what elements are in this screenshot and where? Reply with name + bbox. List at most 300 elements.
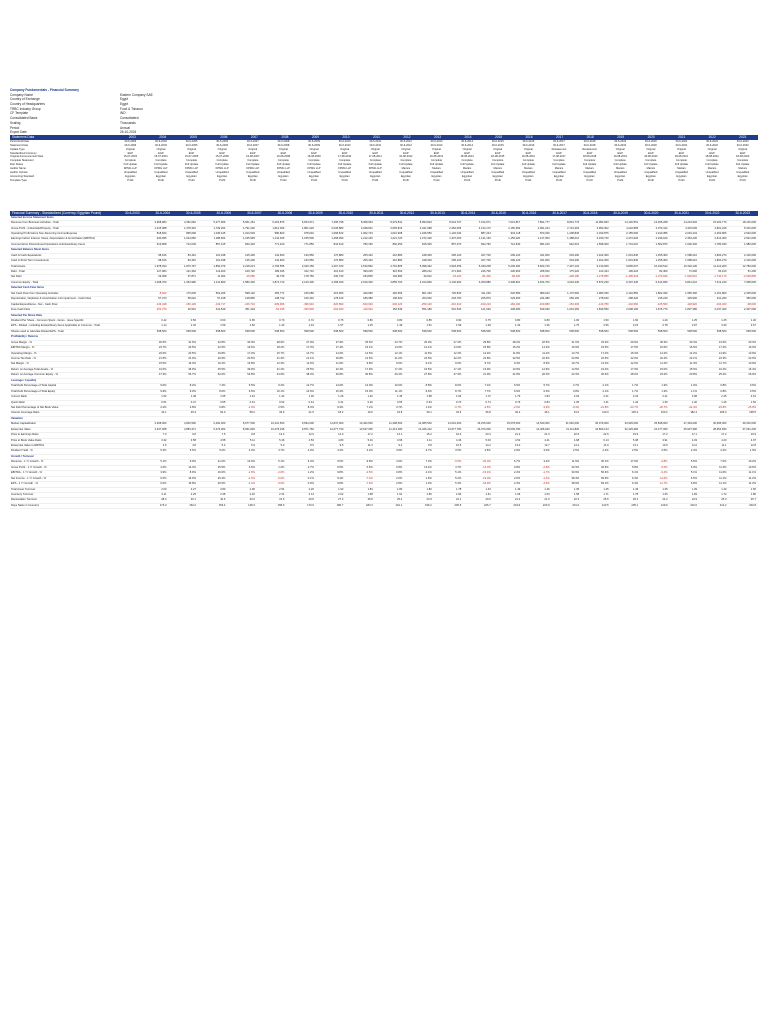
data-cell: 11.1% [719, 476, 727, 480]
data-cell: 9.8 [251, 433, 255, 437]
data-cell: 10.0% [394, 384, 403, 388]
data-cell: 327,700 [480, 259, 491, 263]
period-date-cell: 30-6-2008 [277, 210, 293, 215]
period-cell: 30-6-2014 [461, 139, 474, 143]
data-cell: 31.0% [158, 367, 167, 371]
data-cell: 1.25 [691, 318, 698, 322]
data-cell: 101,338 [215, 259, 226, 263]
data-cell: 21.3 [544, 433, 550, 437]
data-cell: 205,440 [363, 253, 373, 257]
data-cell: 1.82 [456, 492, 462, 496]
period-date-cell: 30-6-2014 [460, 210, 476, 215]
data-cell: 6.0% [160, 482, 167, 486]
data-cell: 29.8% [483, 340, 491, 344]
data-cell: 438,480 [510, 308, 521, 312]
data-cell: 22.3% [718, 357, 727, 361]
data-cell: 17.0% [600, 351, 609, 355]
data-cell: 19.6% [247, 346, 255, 350]
data-cell: 4.21 [544, 438, 550, 442]
data-cell: 1.86 [426, 492, 432, 496]
data-cell: 1.61 [249, 395, 255, 399]
row-cells [139, 314, 758, 318]
data-cell: 13.4% [188, 465, 196, 469]
data-cell: 6.7% [514, 460, 521, 464]
data-cell: 190,520 [392, 297, 403, 301]
data-cell: 25.3 [721, 498, 727, 502]
data-cell: 1.44 [279, 395, 285, 399]
data-cell: 175,220 [569, 270, 580, 274]
data-cell: 1,978,334 [154, 264, 167, 268]
period-cell: Original [248, 147, 258, 151]
row-cells [139, 477, 758, 481]
data-cell: -1,495,618 [625, 275, 639, 279]
data-cell: 5.2% [455, 476, 462, 480]
period-cell: EGP [311, 151, 317, 155]
period-cell: Unqualified [644, 171, 658, 174]
data-cell: 25.2% [718, 373, 727, 377]
data-cell: 1,602,340 [685, 242, 698, 246]
fiscal-year-cell: 2012 [403, 134, 411, 139]
data-cell: 21.5% [158, 357, 167, 361]
data-cell: 5.6% [690, 460, 698, 464]
metadata-label: Company Name [10, 92, 34, 97]
data-cell: 5.46 [279, 438, 285, 442]
period-cell: Egyptian [523, 174, 534, 178]
data-cell: 4,308,000 [154, 422, 167, 426]
period-cell: Egyptian [707, 174, 718, 178]
data-cell: 538,500 [510, 329, 521, 333]
row-label: Net Margin - % [11, 362, 29, 366]
row-cells [139, 455, 758, 459]
data-cell: 3.5% [455, 449, 462, 453]
row-label: EPS - 1 Yr Growth - % [11, 482, 38, 486]
period-cell: 30-6-2003 [124, 139, 137, 143]
period-cell: 30-6-2016 [522, 143, 535, 147]
period-cell: Complete [553, 159, 565, 163]
row-cells [139, 373, 758, 377]
data-cell: 24.1 [456, 498, 462, 502]
data-cell: -7.4% [365, 476, 373, 480]
period-cell: Unqualified [307, 171, 321, 174]
period-cell: Full Update [429, 163, 444, 167]
data-cell: 9.4% [337, 476, 344, 480]
data-cell: 9.1% [425, 362, 432, 366]
data-cell: 13.4% [424, 465, 432, 469]
period-cell: 17-08-2010 [337, 155, 352, 159]
data-cell: 1,155,500 [301, 237, 314, 241]
data-cell: 14.2 [573, 444, 580, 448]
data-cell: 38.4% [571, 476, 580, 480]
data-cell: 16.0% [217, 471, 226, 475]
period-date-cell: 30-6-2009 [308, 210, 323, 215]
data-cell: 27.3 [338, 498, 344, 502]
data-cell: 26.5% [542, 340, 550, 344]
period-cell: Full Update [552, 163, 566, 167]
data-cell: 341,600 [539, 259, 550, 263]
data-cell: 21.0% [217, 460, 226, 464]
data-cell: 226.7 [483, 503, 491, 507]
period-cell: Unqualified [736, 171, 750, 174]
data-cell: 4.68 [573, 438, 580, 442]
period-cell: Egyptian [645, 174, 656, 178]
row-label: Inventory Turnover [11, 492, 34, 496]
period-cell: EGP [188, 151, 195, 155]
data-cell: 2,151,800 [714, 291, 727, 295]
data-cell: 2,033,876 [596, 231, 609, 235]
data-cell: 21.4 [514, 498, 521, 502]
data-cell: 180.7 [336, 503, 344, 507]
row-label: Capital Expenditures - Net - Cash Flow [11, 302, 58, 306]
data-cell: 29.8 [308, 498, 314, 502]
period-cell: Mazars [585, 167, 594, 171]
data-cell: 9.5% [337, 460, 344, 464]
data-cell: -68,220 [511, 275, 521, 279]
row-label: Earnings before Interest, Taxes, Depreciation & Amortization (EBITDA) [11, 237, 96, 241]
fiscal-year-cell: 2003 [128, 134, 136, 139]
data-cell: 712,530 [510, 242, 521, 246]
period-cell: KPMG LLP [154, 167, 168, 171]
data-cell: 1,598,210 [685, 259, 698, 263]
data-cell: 694,760 [480, 242, 491, 246]
period-cell: EGP [648, 151, 654, 155]
data-cell: 1.69 [691, 492, 698, 496]
data-cell: 8.7% [455, 389, 462, 393]
data-cell: 23.3% [571, 373, 580, 377]
data-cell: 1,298,700 [154, 280, 167, 284]
data-cell: 3,968,984 [154, 221, 167, 225]
data-cell: 311,230 [481, 291, 491, 295]
row-cells [139, 265, 758, 269]
period-cell: 30-6-2021 [675, 143, 688, 147]
data-cell: 0.8% [720, 389, 727, 393]
data-cell: 248,300 [422, 253, 432, 257]
data-cell: 213.5 [601, 503, 609, 507]
data-cell: 202.8 [749, 503, 756, 507]
data-cell: 2.20 [308, 487, 314, 491]
data-cell: 4.53 [308, 438, 314, 442]
row-cells [139, 352, 758, 356]
period-cell: 30-6-2015 [491, 139, 504, 143]
row-cells [139, 439, 758, 443]
row-label: EBITDA - 1 Yr Growth - % [11, 471, 43, 475]
data-cell: 244,380 [539, 297, 550, 301]
data-cell: 2.14 [308, 492, 314, 496]
data-cell: 13.0 [514, 444, 521, 448]
data-cell: 28.0% [630, 373, 639, 377]
data-cell: 30.1 [426, 411, 432, 415]
data-cell: 16.3% [335, 389, 344, 393]
data-cell: 1.49 [397, 324, 403, 328]
period-cell: 16-08-2013 [429, 155, 444, 159]
data-cell: -23,220 [452, 275, 462, 279]
data-cell: 1,800,270 [714, 259, 727, 263]
data-cell: 0.44 [308, 400, 314, 404]
data-cell: 341,260 [716, 297, 727, 301]
period-cell: Original [125, 147, 135, 151]
data-cell: 17.0% [247, 351, 255, 355]
data-cell: 30.6% [600, 373, 609, 377]
row-cells [139, 286, 758, 290]
data-cell: 3.96 [397, 438, 403, 442]
period-cell: Full Update [399, 163, 413, 167]
data-cell: 170,880 [333, 259, 344, 263]
fiscal-year-cell: 2013 [433, 134, 442, 139]
data-cell: 23.3 [485, 433, 491, 437]
data-cell: 184,805 [363, 275, 373, 279]
data-cell: 2,354,230 [685, 237, 698, 241]
row-cells [139, 259, 758, 263]
data-cell: 6.0% [543, 389, 550, 393]
data-cell: 16.6% [689, 346, 698, 350]
data-cell: 14.1 [397, 433, 403, 437]
row-label: Net Income - 1 Yr Growth - % [11, 476, 47, 480]
period-cell: Full Update [491, 163, 505, 167]
data-cell: 5,049,208 [478, 264, 491, 268]
data-cell: 1.7% [631, 389, 639, 393]
data-cell: 7,631,817 [508, 221, 521, 225]
data-cell: 11.1 [721, 444, 727, 448]
data-cell: 5.1% [278, 460, 285, 464]
row-cells [139, 292, 758, 296]
row-label: Return on Average Total Assets - % [11, 367, 54, 371]
data-cell: 32.6 [220, 498, 226, 502]
period-cell: Complete [277, 159, 289, 163]
period-cell: Full Update [307, 163, 321, 167]
data-cell: -133,080 [539, 275, 550, 279]
data-cell: 2,150,393 [508, 226, 521, 230]
period-cell: 30-6-2008 [277, 143, 290, 147]
data-cell: 9.8% [337, 471, 344, 475]
data-cell: 11.0 [692, 444, 698, 448]
data-cell: 1,601,840 [626, 259, 639, 263]
period-cell: Original [738, 147, 748, 151]
data-cell: 2,134,172 [478, 226, 491, 230]
data-cell: 15.0% [365, 389, 373, 393]
data-cell: 7.7% [484, 389, 491, 393]
data-cell: 2,239,100 [655, 237, 668, 241]
row-label: Price to Earnings Ratio [11, 433, 39, 437]
data-cell: -150,129 [185, 302, 196, 306]
data-cell: 148.4 [248, 503, 255, 507]
data-cell: 0.6% [749, 389, 756, 393]
data-cell: 18.2% [276, 346, 285, 350]
data-cell: 17.2 [367, 433, 373, 437]
data-cell: 3.8% [573, 389, 580, 393]
data-cell: 2.90 [249, 487, 255, 491]
data-cell: -160,980 [539, 302, 550, 306]
data-cell: 12.6% [542, 367, 550, 371]
row-cells [139, 341, 758, 345]
data-cell: 25.4 [397, 498, 403, 502]
data-cell: 278,640 [598, 297, 609, 301]
data-cell: 2.9% [514, 449, 521, 453]
period-cell: EGP [127, 151, 134, 155]
period-cell: EGP [372, 151, 378, 155]
period-cell: 30-6-2010 [338, 143, 351, 147]
data-cell: 295,120 [451, 253, 462, 257]
data-cell: 538,500 [598, 329, 609, 333]
period-cell: Complete [584, 159, 596, 163]
row-label: Quick Ratio [11, 400, 25, 404]
data-cell: 4.6% [160, 465, 167, 469]
data-cell: 2.46 [249, 492, 255, 496]
data-cell: 2,065,816 [390, 226, 403, 230]
data-cell: 29.3% [748, 340, 756, 344]
data-cell: 26.4 [632, 498, 639, 502]
data-cell: 15,009,780 [506, 427, 521, 431]
period-date-cell: 30-6-2020 [643, 210, 659, 215]
row-label: Operating Profit before Non-Recurring Income/Expense [11, 231, 78, 235]
data-cell: 203,920 [422, 297, 432, 301]
data-cell: 11,062 [217, 275, 226, 279]
period-cell: Complete [645, 159, 657, 163]
row-label: Net Debt Percentage of Net Book Value [11, 405, 59, 409]
data-cell: 15.3% [630, 351, 639, 355]
data-cell: 0.8% [514, 465, 521, 469]
period-cell: Profit [647, 178, 654, 182]
data-cell: 3.67 [750, 324, 756, 328]
period-cell: 16-08-2012 [399, 155, 413, 159]
data-cell: 1.32 [190, 324, 196, 328]
data-cell: 24,477,060 [654, 427, 668, 431]
metadata-value: Thousands [120, 120, 136, 125]
period-cell: 30-6-2014 [461, 143, 474, 147]
data-cell: 24.9 [691, 498, 698, 502]
data-cell: 158.0 [277, 503, 285, 507]
row-cells [139, 232, 758, 236]
data-cell: -7.6% [365, 482, 373, 486]
period-date-cell: 30-6-2004 [155, 210, 171, 215]
period-cell: 30-6-2019 [614, 143, 627, 147]
data-cell: 1,137,000 [537, 237, 550, 241]
period-date-cell: 30-6-2013 [430, 210, 445, 215]
period-cell: KPMG LLP [185, 167, 199, 171]
period-cell: Mazars [524, 167, 533, 171]
data-cell: 19.9 [750, 433, 756, 437]
data-cell: 1.50 [603, 318, 609, 322]
row-cells [139, 254, 758, 258]
data-cell: 3.7% [396, 405, 403, 409]
period-date-cell: 30-6-2005 [186, 210, 201, 215]
data-cell: 7,891,777 [537, 221, 550, 225]
data-cell: 3,990,302 [596, 226, 609, 230]
data-cell: 25,937,390 [683, 427, 698, 431]
data-cell: -152,370 [155, 308, 167, 312]
fiscal-year-cell: 2016 [525, 134, 533, 139]
row-label: Cash & Short Term Investments [11, 259, 49, 263]
data-cell: 0.6% [366, 465, 373, 469]
data-cell: 4.7% [455, 465, 462, 469]
data-cell: 31.4% [276, 367, 285, 371]
data-cell: 215,950 [333, 291, 344, 295]
period-cell: 15-07-2005 [184, 155, 199, 159]
period-cell: 30-6-2011 [369, 143, 382, 147]
data-cell: 1.58 [426, 395, 432, 399]
row-label: Revenue - 1 Yr Growth - % [11, 460, 44, 464]
data-cell: -25.9% [747, 405, 756, 409]
data-cell: -246,716 [244, 302, 255, 306]
row-label: Total Debt Percentage of Total Equity [11, 389, 56, 393]
data-cell: -1.9% [247, 471, 255, 475]
data-cell: 106,222 [628, 270, 639, 274]
data-cell: 1.1% [690, 389, 698, 393]
data-cell: 9,871,760 [301, 427, 314, 431]
data-cell: 1.45 [397, 395, 403, 399]
data-cell: 8.5 [310, 444, 314, 448]
data-cell: 83,491 [187, 253, 196, 257]
row-label: Total Asset Turnover [11, 487, 36, 491]
data-cell: 712,040 [186, 242, 196, 246]
data-cell: 208,520 [539, 270, 550, 274]
period-row-label: Period End Date [10, 139, 30, 143]
period-date-cell: 30-6-2015 [491, 210, 506, 215]
period-cell: 30-6-2022 [706, 143, 718, 147]
data-cell: 1.43 [279, 324, 285, 328]
data-cell: 19.2% [748, 460, 756, 464]
data-cell: 1,378,316 [183, 226, 196, 230]
data-cell: 356,000 [746, 297, 756, 301]
data-cell: 21,111,820 [566, 427, 580, 431]
period-cell: Full Update [736, 163, 750, 167]
period-cell: 30-6-2012 [399, 143, 412, 147]
data-cell: 69.6% [600, 476, 609, 480]
data-cell: 2,901,000 [744, 237, 756, 241]
data-cell: 1,215,088 [154, 226, 167, 230]
data-cell: 6.14 [603, 438, 609, 442]
period-cell: Profit [678, 178, 685, 182]
period-cell: Complete [124, 159, 136, 163]
spacer [10, 183, 758, 211]
data-cell: 0.70 [279, 318, 285, 322]
data-cell: 20.6% [158, 351, 167, 355]
period-cell: EGP [556, 151, 562, 155]
data-cell: 0.79 [514, 400, 521, 404]
data-cell: 0.85 [426, 318, 432, 322]
data-cell: 5,961,451 [242, 221, 255, 225]
period-cell: Complete [369, 159, 381, 163]
data-cell: -21.8% [600, 405, 609, 409]
row-cells [139, 390, 758, 394]
data-cell: 0.70 [456, 400, 462, 404]
data-cell: 1.79 [514, 395, 521, 399]
data-cell: 1,212,100 [360, 237, 373, 241]
data-cell: 196.2 [425, 503, 432, 507]
data-cell: 4.6 [162, 444, 167, 448]
data-cell: -2,048,800 [743, 275, 756, 279]
data-cell: 22.6% [748, 357, 756, 361]
data-cell: -9.4% [660, 471, 668, 475]
data-cell: 1,956,300 [685, 291, 698, 295]
data-cell: 1,980,330 [596, 291, 609, 295]
data-cell: 1.3% [425, 482, 432, 486]
data-cell: 160,440 [304, 297, 314, 301]
period-cell: Full Update [644, 163, 658, 167]
period-date-cell: 30-6-2021 [674, 210, 689, 215]
data-cell: 98,916 [158, 253, 167, 257]
data-cell: 22.6% [542, 357, 550, 361]
data-cell: 538,500 [657, 329, 668, 333]
period-row-label: Filer Status [10, 163, 24, 167]
row-cells [139, 384, 758, 388]
data-cell: 5.03 [485, 438, 491, 442]
data-cell: 978,040 [304, 231, 314, 235]
data-cell: -18.9% [482, 482, 491, 486]
data-cell: 538,500 [480, 329, 491, 333]
data-cell: 271,900 [451, 270, 462, 274]
period-cell: 30-6-2011 [369, 139, 382, 143]
data-cell: 2,520,000 [744, 231, 756, 235]
data-cell: 2.6% [396, 476, 403, 480]
